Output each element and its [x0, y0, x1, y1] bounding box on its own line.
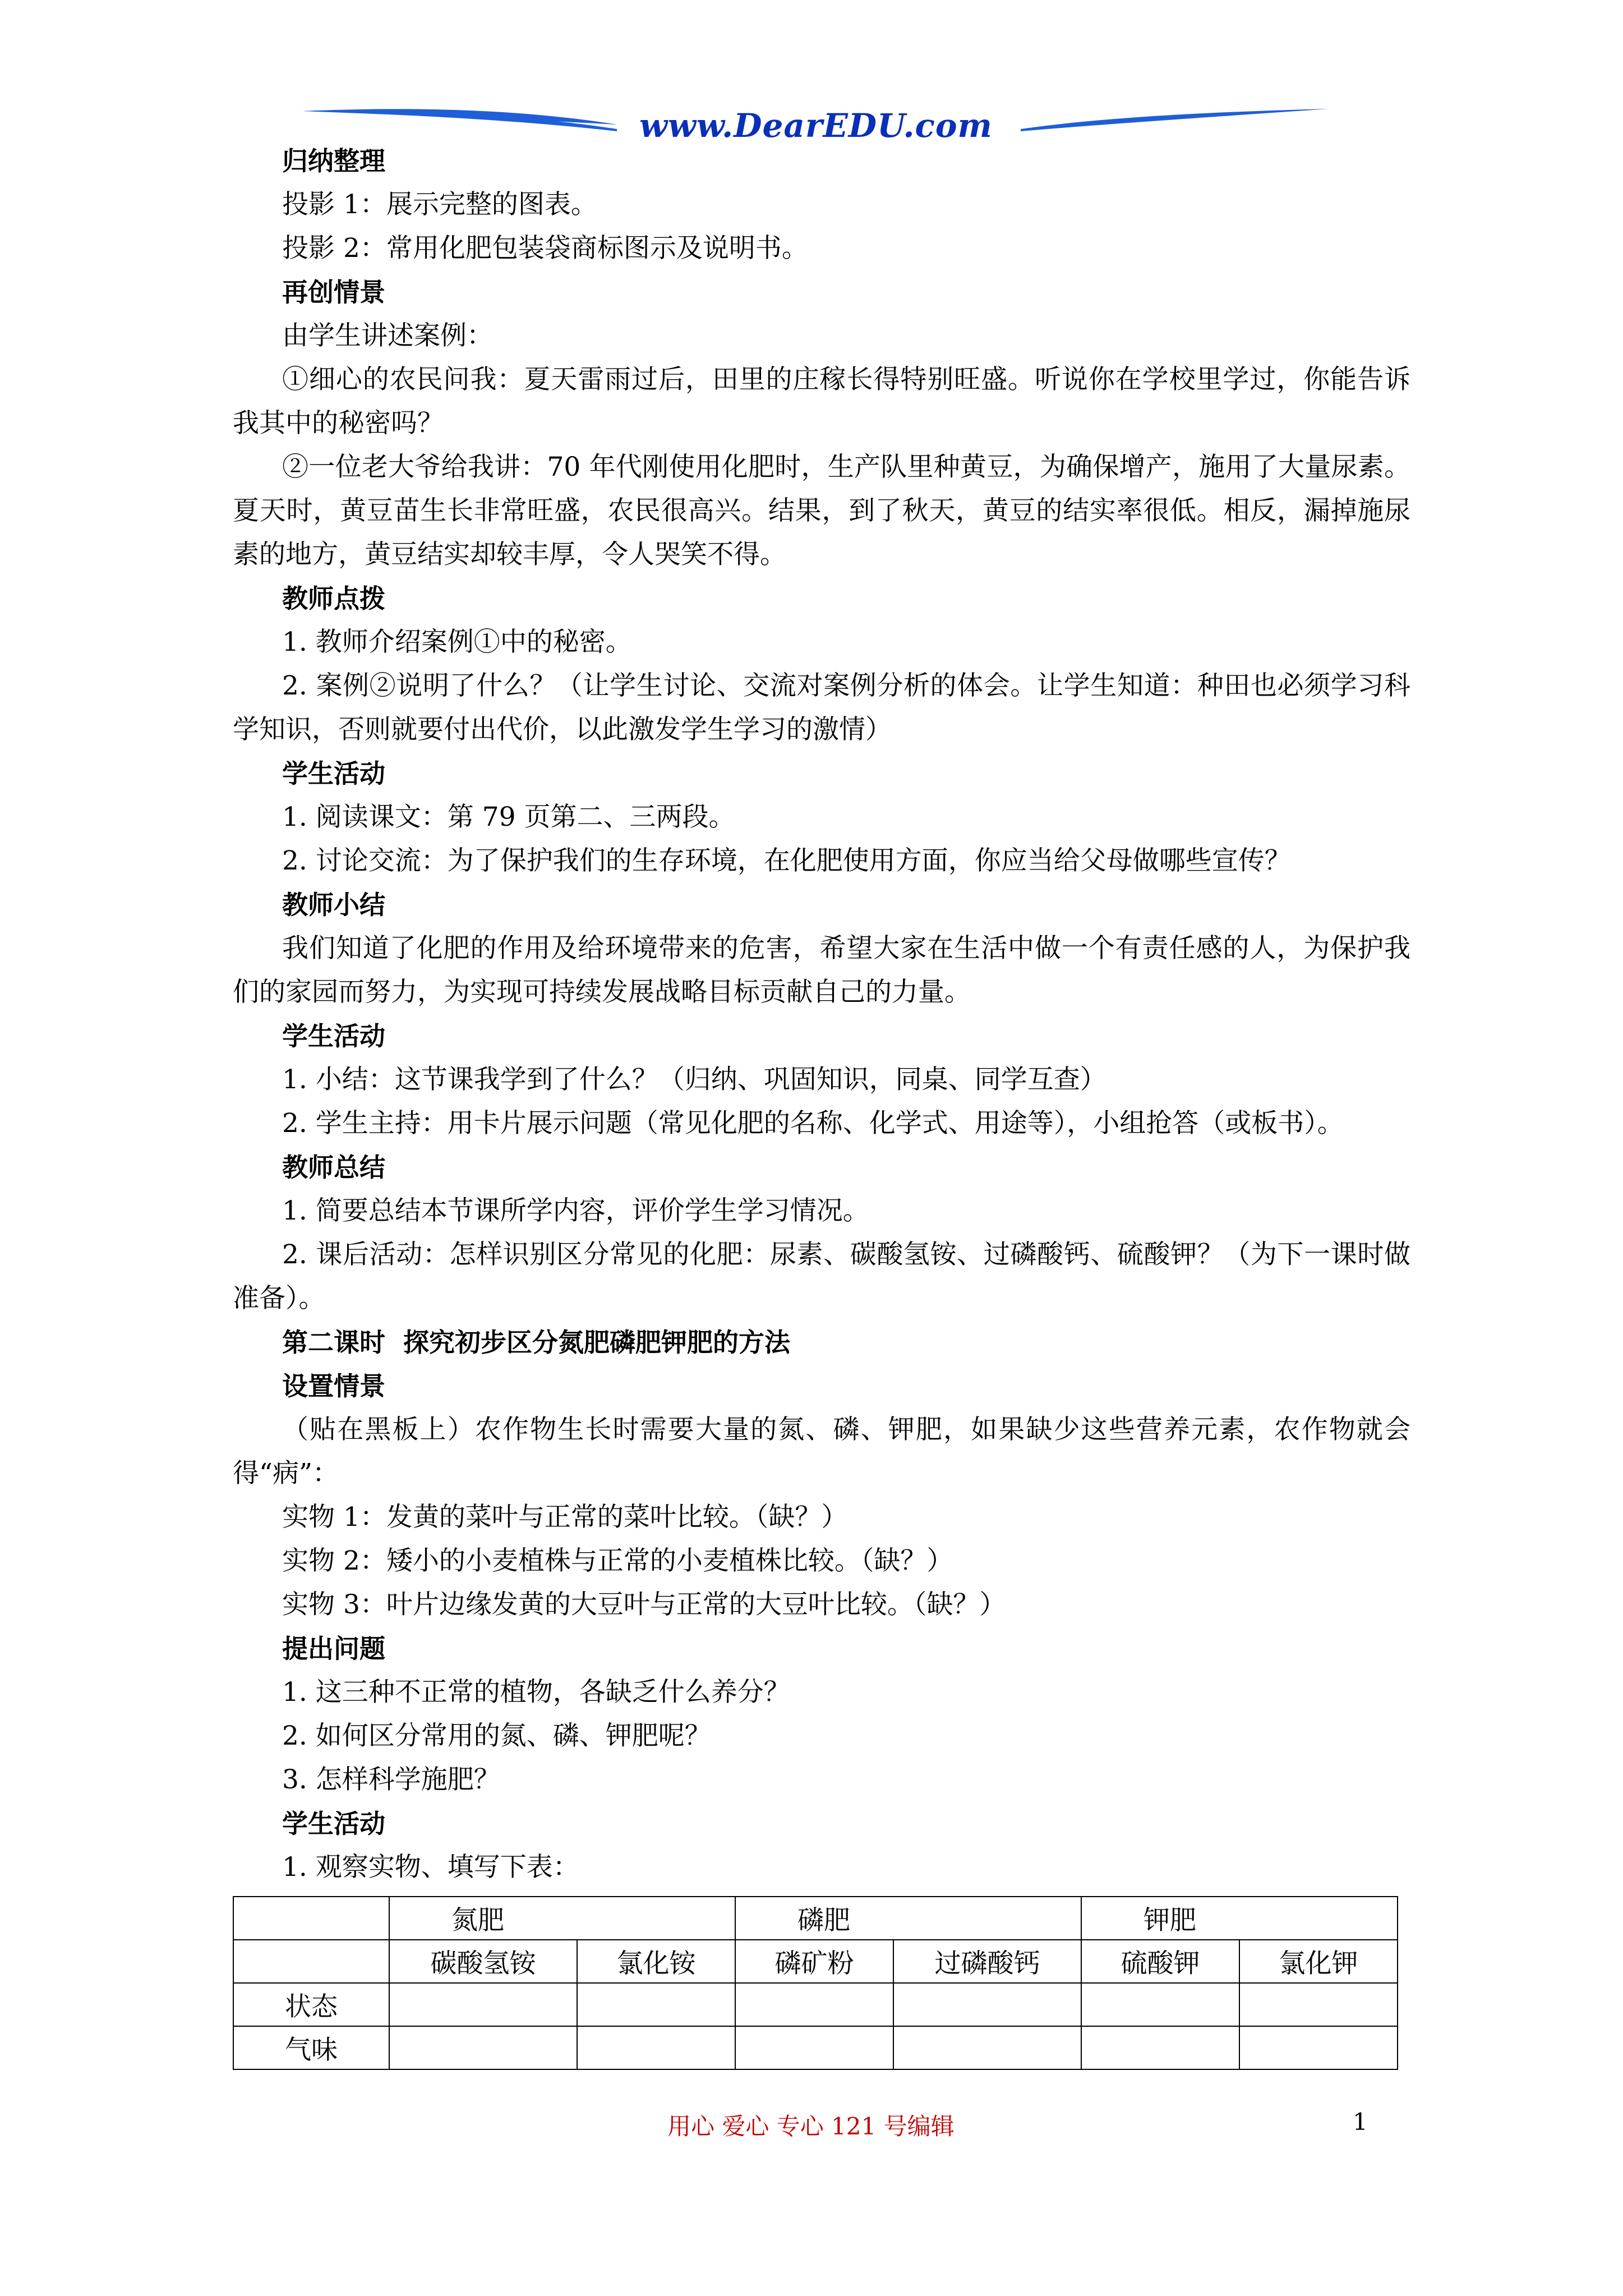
text-line: 实物 2：矮小的小麦植株与正常的小麦植株比较。（缺？） — [282, 1545, 953, 1576]
table-cell — [233, 1940, 389, 1983]
table-cell — [1239, 1983, 1398, 2026]
table-row — [233, 2026, 1398, 2069]
paragraph: 我们知道了化肥的作用及给环境带来的危害，希望大家在生活中做一个有责任感的人，为保护我们的家园而努力，为实现可持续发展战略目标贡献自己的力量。 — [233, 933, 1410, 1007]
text-line: 2. 讨论交流：为了保护我们的生存环境，在化肥使用方面，你应当给父母做哪些宣传？ — [282, 845, 1291, 876]
text-line: 1. 观察实物、填写下表： — [282, 1852, 579, 1883]
text-line: 1. 教师介绍案例①中的秘密。 — [282, 627, 632, 657]
table-cell — [389, 1983, 577, 2026]
table-cell — [1081, 2026, 1239, 2069]
text-line: 由学生讲述案例： — [282, 320, 493, 351]
section-heading: 学生活动 — [282, 758, 385, 789]
text-line: 实物 1：发黄的菜叶与正常的菜叶比较。（缺？） — [282, 1502, 848, 1533]
row-label: 气味 — [233, 2026, 389, 2069]
table-cell — [893, 2026, 1081, 2069]
section-heading: 再创情景 — [282, 277, 385, 307]
table-cell — [893, 1983, 1081, 2026]
table-header: 磷肥 — [735, 1897, 1081, 1940]
text-line: 投影 1：展示完整的图表。 — [282, 189, 597, 220]
paragraph: 2. 课后活动：怎样识别区分常见的化肥：尿素、碳酸氢铵、过磷酸钙、硫酸钾？（为下一课时做准备）。 — [233, 1239, 1410, 1314]
text-line: 1. 这三种不正常的植物，各缺乏什么养分？ — [282, 1677, 790, 1708]
text-line: 2. 如何区分常用的氮、磷、钾肥呢？ — [282, 1720, 711, 1751]
table-row — [233, 1940, 1398, 1983]
table-cell — [389, 2026, 577, 2069]
table-header: 硫酸钾 — [1081, 1940, 1239, 1983]
text-line: 实物 3：叶片边缘发黄的大豆叶与正常的大豆叶比较。（缺？） — [282, 1589, 1006, 1620]
paragraph: 2. 学生主持：用卡片展示问题（常见化肥的名称、化学式、用途等），小组抢答（或板书）。 — [282, 1108, 1344, 1139]
row-label: 状态 — [233, 1983, 389, 2026]
text-line: 1. 阅读课文：第 79 页第二、三两段。 — [282, 802, 735, 832]
table-header: 氯化钾 — [1239, 1940, 1398, 1983]
table-cell — [735, 2026, 893, 2069]
table-cell — [577, 2026, 735, 2069]
section-heading: 设置情景 — [282, 1371, 385, 1401]
table-cell — [1081, 1983, 1239, 2026]
section-heading: 学生活动 — [282, 1809, 385, 1839]
section-heading: 教师小结 — [282, 890, 385, 920]
table-header: 磷矿粉 — [735, 1940, 893, 1983]
paragraph: 2. 案例②说明了什么？（让学生讨论、交流对案例分析的体会。让学生知道：种田也必须学习科学知识，否则就要付出代价，以此激发学生学习的激情） — [233, 670, 1410, 745]
section-heading: 教师总结 — [282, 1152, 385, 1182]
fertilizer-table — [233, 1896, 1398, 2070]
table-header: 过磷酸钙 — [893, 1940, 1081, 1983]
text-line: 投影 2：常用化肥包装袋商标图示及说明书。 — [282, 233, 808, 264]
table-cell — [735, 1983, 893, 2026]
table-cell — [233, 1897, 389, 1940]
table-header: 钾肥 — [1081, 1897, 1398, 1940]
lesson-title: 第二课时 探究初步区分氮肥磷肥钾肥的方法 — [282, 1327, 791, 1358]
table-row — [233, 1897, 1398, 1940]
table-header: 氮肥 — [389, 1897, 735, 1940]
text-line: 1. 简要总结本节课所学内容，评价学生学习情况。 — [282, 1195, 869, 1226]
footer-text: 用心 爱心 专心 121 号编辑 — [667, 2113, 955, 2140]
paragraph: ②一位老大爷给我讲：70 年代刚使用化肥时，生产队里种黄豆，为确保增产，施用了大量尿素。夏天时，黄豆苗生长非常旺盛，农民很高兴。结果，到了秋天，黄豆的结实率很低。相反，漏掉施尿素的地方，黄豆结实却较丰厚，令人哭笑不得。 — [233, 452, 1410, 570]
table-cell — [1239, 2026, 1398, 2069]
section-heading: 提出问题 — [282, 1634, 385, 1664]
table-row — [233, 1983, 1398, 2026]
section-heading: 教师点拨 — [282, 583, 385, 614]
paragraph: ①细心的农民问我：夏天雷雨过后，田里的庄稼长得特别旺盛。听说你在学校里学过，你能告诉我其中的秘密吗？ — [233, 364, 1410, 439]
paragraph: （贴在黑板上）农作物生长时需要大量的氮、磷、钾肥，如果缺少这些营养元素，农作物就会得“病”： — [233, 1414, 1410, 1489]
section-heading: 归纳整理 — [282, 146, 385, 176]
document-body — [233, 139, 1410, 1889]
section-heading: 学生活动 — [282, 1021, 385, 1051]
table-cell — [577, 1983, 735, 2026]
table-header: 碳酸氢铵 — [389, 1940, 577, 1983]
site-url: www.DearEDU.com — [639, 107, 993, 145]
text-line: 1. 小结：这节课我学到了什么？（归纳、巩固知识，同桌、同学互查） — [282, 1064, 1106, 1095]
text-line: 3. 怎样科学施肥？ — [282, 1764, 500, 1795]
table-header: 氯化铵 — [577, 1940, 735, 1983]
page-number: 1 — [1353, 2108, 1368, 2136]
